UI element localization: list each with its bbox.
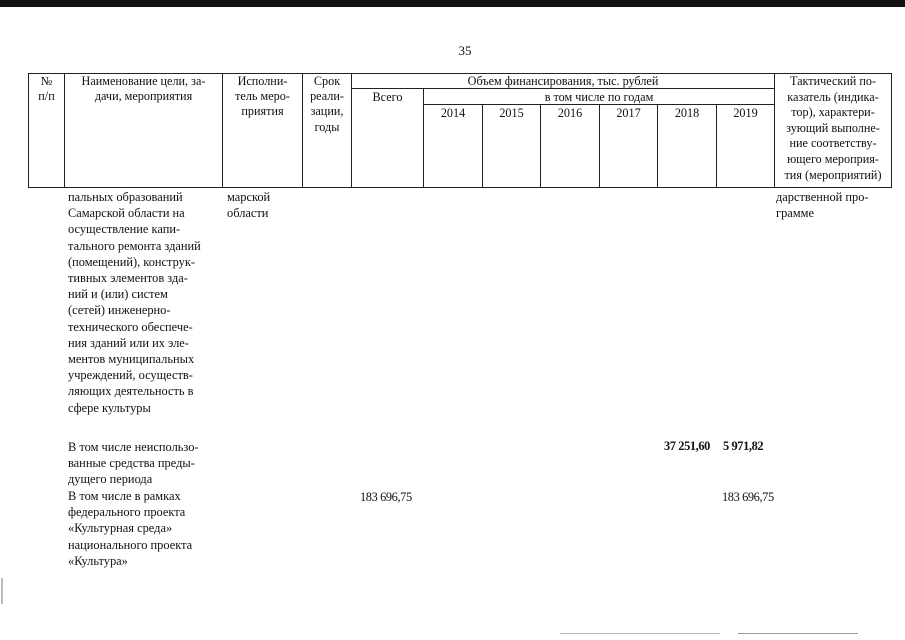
row-unused-2018: 37 251,60 <box>664 439 710 453</box>
header-year-2018: 2018 <box>674 106 700 120</box>
row-federal-name: В том числе в рамках федерального проекта «Культурная среда» национального проекта «Культура» <box>68 489 193 568</box>
header-executor: Исполни- тель меро- приятия <box>235 74 290 119</box>
header-year-2014: 2014 <box>440 106 466 120</box>
scan-speck <box>560 633 720 634</box>
row-federal-2019: 183 696,75 <box>722 490 774 504</box>
row-main-name: пальных образований Самарской области на осуществление капи- тального ремонта зданий (помещений), конструк- тивных элементов зда- ний и (или) систем (сетей) инженерно- технического обеспече- ния зданий или их эле- ментов муниципальных учреждений, осуществ- ляющих деятельность в сфере культуры <box>68 190 201 415</box>
scan-border <box>0 0 905 7</box>
row-unused-name: В том числе неиспользо- ванные средства преды- дущего периода <box>68 440 199 487</box>
page-number: 35 <box>458 43 472 58</box>
header-year-2016: 2016 <box>557 106 583 120</box>
table-right-border <box>891 73 892 188</box>
header-year-2017: 2017 <box>616 106 641 120</box>
row-federal-total: 183 696,75 <box>360 490 412 504</box>
header-indicator: Тактический по- казатель (индика- тор), характери- зующий выполне- ние соответству- ющего мероприя- тия (мероприятий) <box>784 74 882 182</box>
header-term: Срок реали- зации, годы <box>310 74 344 134</box>
table-header-bottom-rule <box>28 187 892 188</box>
header-year-2019: 2019 <box>733 106 758 120</box>
header-by-years: в том числе по годам <box>544 90 654 104</box>
scan-speck <box>738 633 858 634</box>
row-unused-2019: 5 971,82 <box>723 439 764 453</box>
header-number: № п/п <box>38 74 55 104</box>
header-name: Наименование цели, за- дачи, мероприятия <box>81 74 206 104</box>
scan-speck <box>1 578 3 604</box>
header-year-2015: 2015 <box>499 106 524 120</box>
row-main-executor: марской области <box>227 190 271 221</box>
header-funding: Объем финансирования, тыс. рублей <box>467 74 659 88</box>
row-main-indicator: дарственной про- грамме <box>776 190 869 221</box>
header-total: Всего <box>372 90 403 104</box>
